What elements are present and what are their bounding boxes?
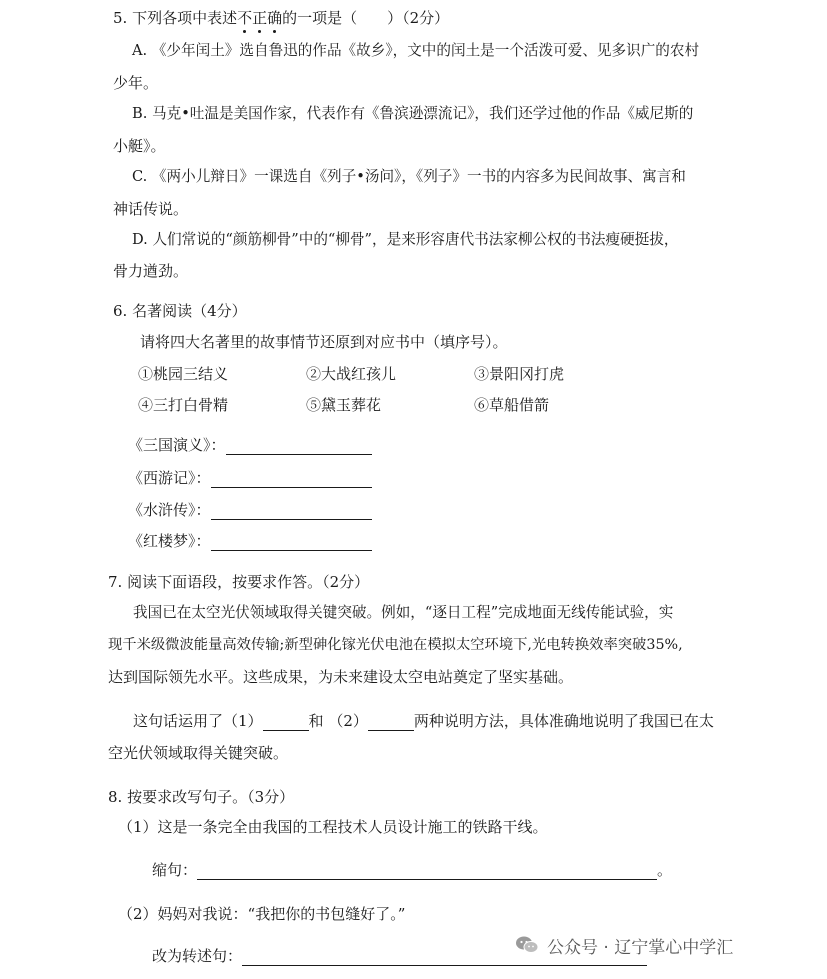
q6-answer-honglou[interactable]	[211, 534, 372, 551]
q8-shorten-answer[interactable]	[197, 863, 657, 880]
q6-instruction: 请将四大名著里的故事情节还原到对应书中（填序号）。	[140, 333, 508, 351]
watermark-text: 公众号 · 辽宁掌心中学汇	[547, 937, 734, 958]
q7-blank-1[interactable]	[263, 714, 309, 731]
emph-char-2: 正	[252, 9, 268, 27]
q7-title: 7. 阅读下面语段，按要求作答。（2分）	[108, 573, 370, 591]
q7-answer-line2: 空光伏领域取得关键突破。	[108, 744, 289, 762]
emph-char-1: 不	[237, 9, 253, 27]
q8-title: 8. 按要求改写句子。（3分）	[108, 788, 295, 806]
q5-stem: 5. 下列各项中表述不正确的一项是（ ）（2分）	[113, 9, 450, 27]
q5-option-b-line2: 小艇》。	[113, 137, 166, 155]
q8-sentence-1: （1）这是一条完全由我国的工程技术人员设计施工的铁路干线。	[118, 818, 548, 836]
wechat-icon	[515, 935, 539, 955]
q6-book-xiyou: 《西游记》：	[128, 468, 372, 488]
q6-item-6: ⑥草船借箭	[474, 396, 550, 414]
q6-item-2: ②大战红孩儿	[306, 365, 397, 383]
watermark	[515, 932, 733, 958]
q6-book-sanguo: 《三国演义》：	[128, 435, 372, 455]
q5-option-c-line2: 神话传说。	[113, 200, 189, 218]
q6-item-3: ③景阳冈打虎	[474, 365, 565, 383]
q5-option-c-line1: C. 《两小儿辩日》一课选自《列子•汤问》，《列子》一书的内容多为民间故事、寓言和	[132, 168, 686, 185]
q5-option-b-line1: B. 马克•吐温是美国作家，代表作有《鲁滨逊漂流记》，我们还学过他的作品《威尼斯的	[132, 105, 694, 122]
q6-answer-sanguo[interactable]	[226, 438, 372, 455]
q7-answer-line1: 这句话运用了（1） 和 （2） 两种说明方法，具体准确地说明了我国已在太	[133, 712, 714, 730]
q7-blank-2[interactable]	[368, 714, 414, 731]
q6-item-1: ①桃园三结义	[138, 365, 229, 383]
q8-sentence-2: （2）妈妈对我说：“我把你的书包缝好了。”	[118, 905, 406, 923]
q7-passage-line1: 我国已在太空光伏领域取得关键突破。例如，“逐日工程”完成地面无线传能试验，实	[133, 604, 674, 621]
q7-passage-line2: 现千米级微波能量高效传输;新型砷化镓光伏电池在模拟太空环境下,光电转换效率突破35%,	[108, 637, 683, 653]
q5-option-d-line2: 骨力遒劲。	[113, 262, 189, 280]
q6-item-5: ⑤黛玉葬花	[306, 396, 382, 414]
q6-answer-xiyou[interactable]	[211, 471, 372, 488]
q8-indirect-line: 改为转述句：	[152, 946, 647, 966]
q6-book-shuihu: 《水浒传》：	[128, 500, 372, 520]
q6-title: 6. 名著阅读（4分）	[113, 302, 247, 320]
q6-answer-shuihu[interactable]	[211, 503, 372, 520]
q5-option-a-line2: 少年。	[113, 74, 159, 92]
q6-item-4: ④三打白骨精	[138, 396, 229, 414]
q5-option-a-line1: A. 《少年闰土》选自鲁迅的作品《故乡》，文中的闰土是一个活泼可爱、见多识广的农村	[132, 42, 700, 59]
q7-passage-line3: 达到国际领先水平。这些成果，为未来建设太空电站奠定了坚实基础。	[108, 668, 574, 686]
q5-option-d-line1: D. 人们常说的“颜筋柳骨”中的“柳骨”，是来形容唐代书法家柳公权的书法瘦硬挺拔，	[132, 231, 679, 248]
q6-book-honglou: 《红楼梦》：	[128, 531, 372, 551]
q8-shorten-line: 缩句： 。	[152, 861, 673, 879]
emph-char-3: 确	[267, 9, 283, 27]
